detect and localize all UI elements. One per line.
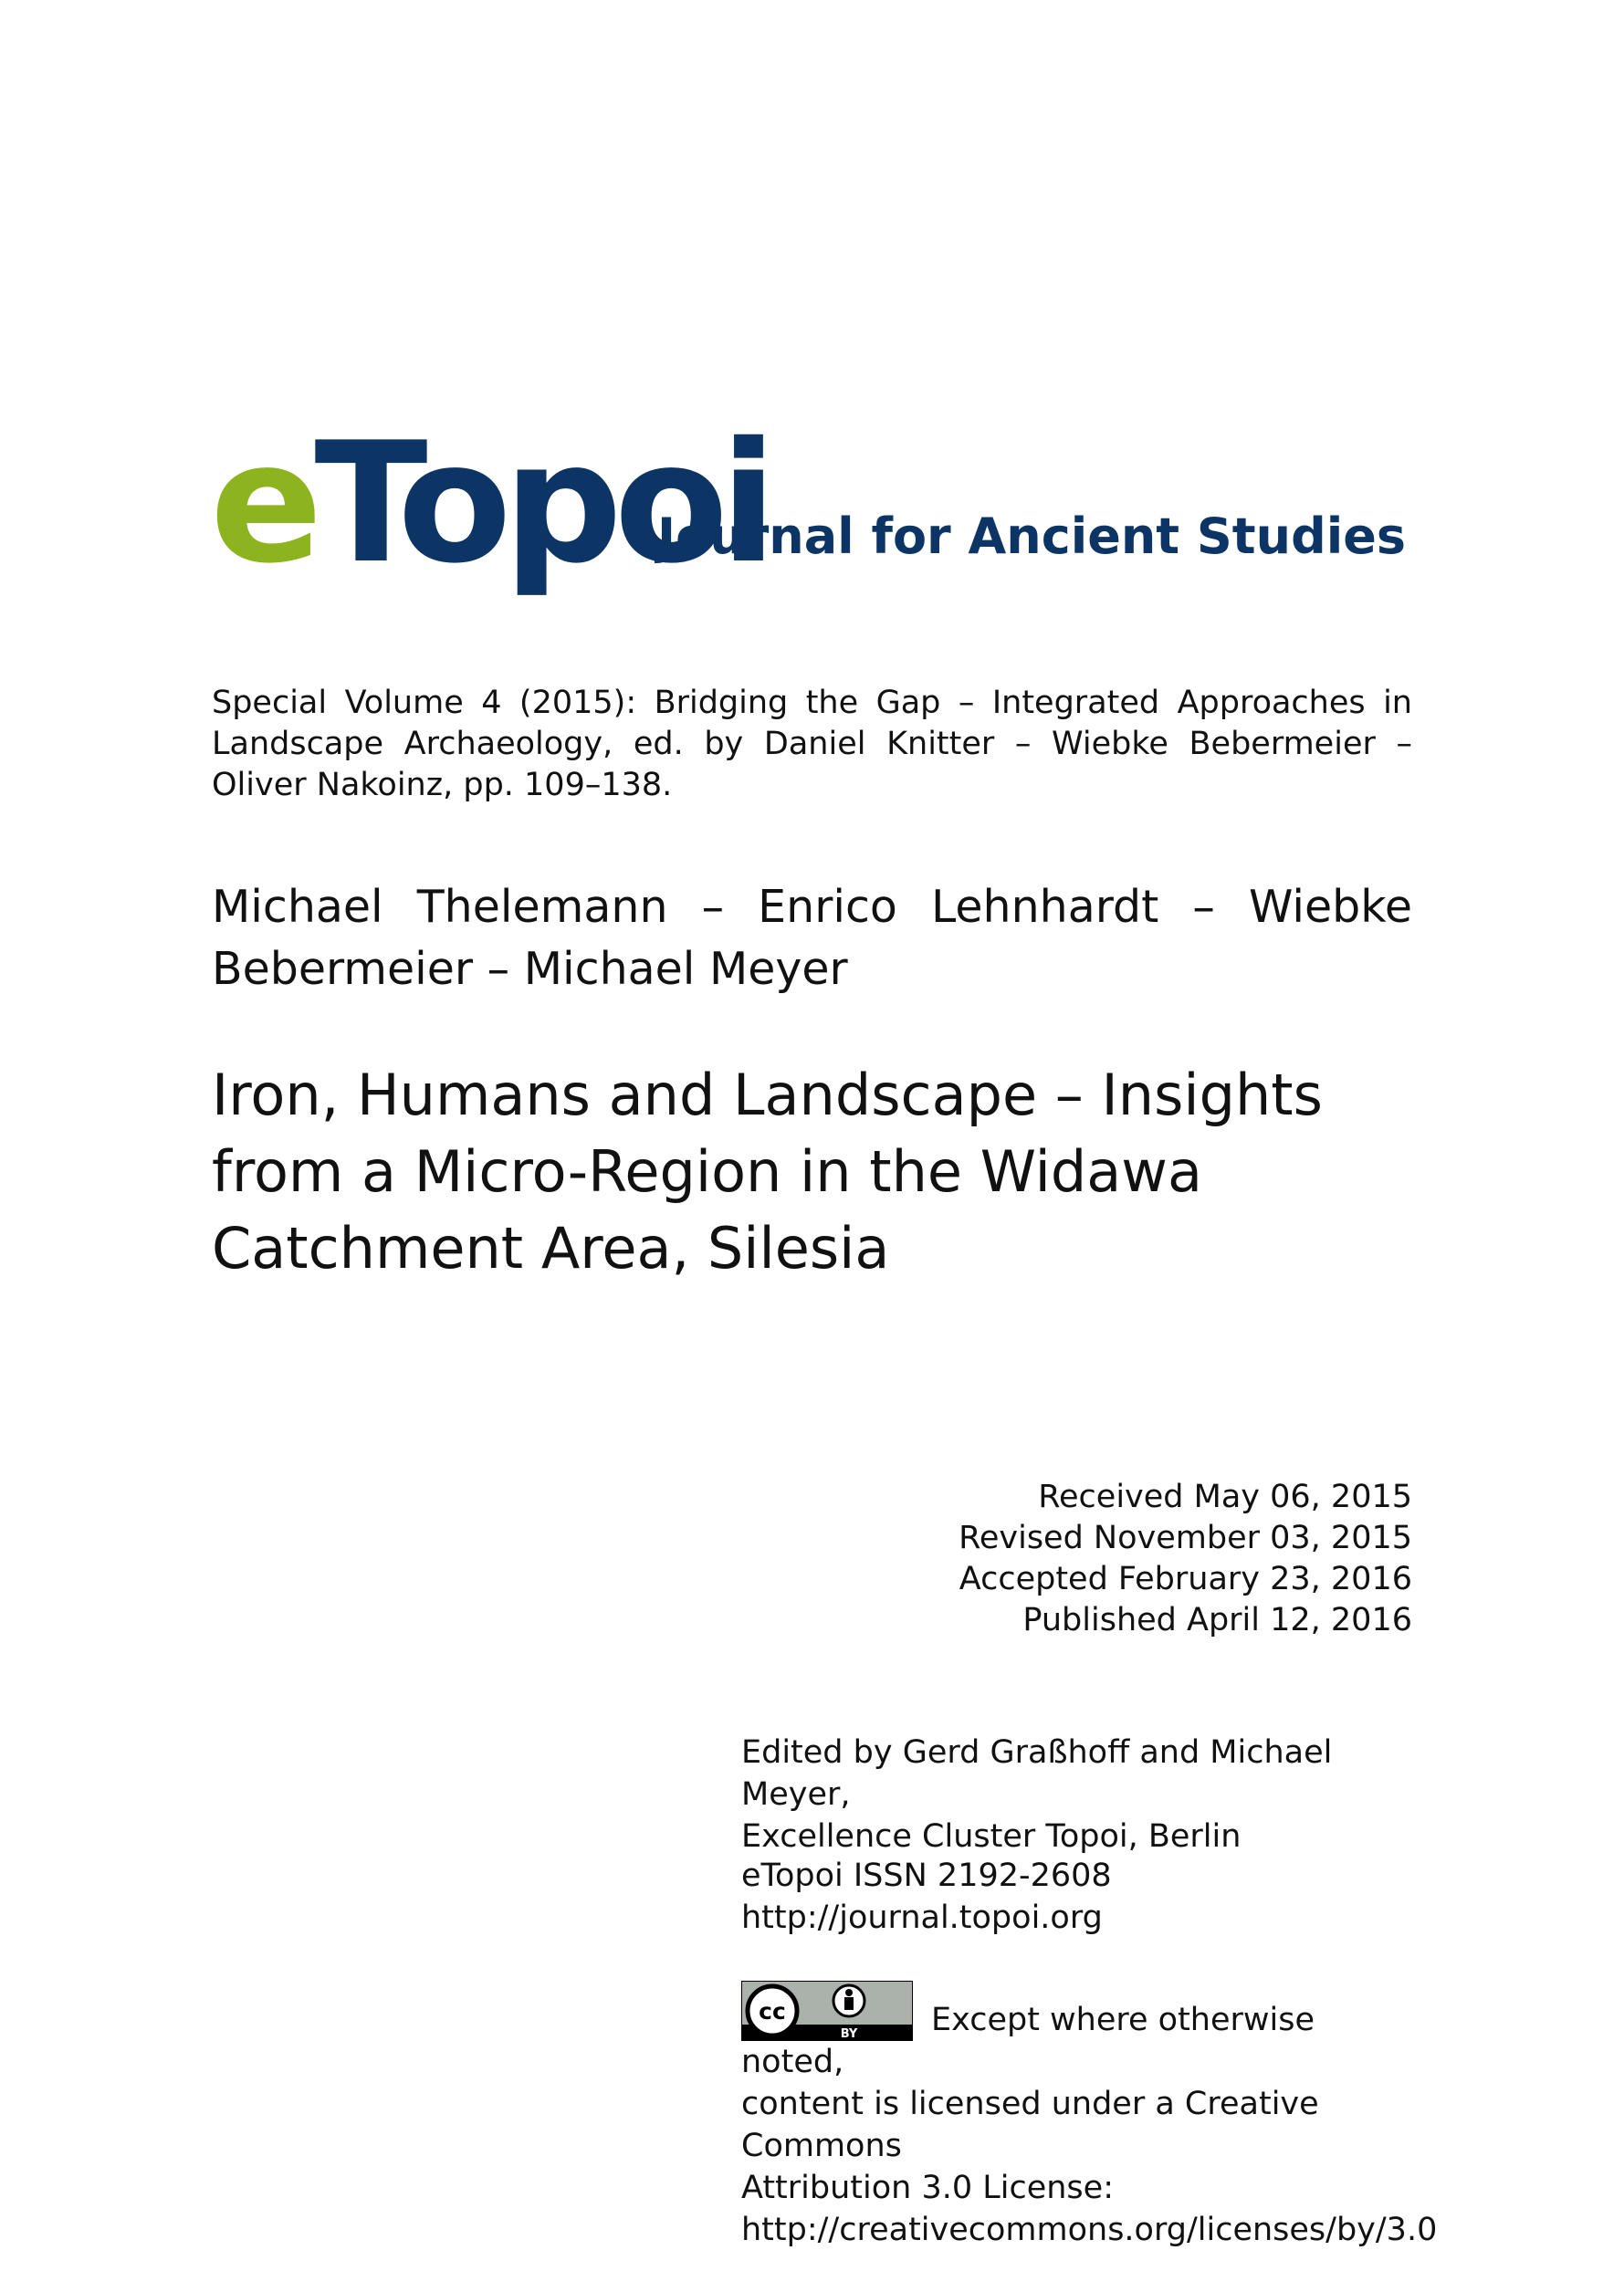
author-list: Michael Thelemann – Enrico Lehnhardt – Wiebke Bebermeier – Michael Meyer bbox=[212, 881, 1412, 995]
logo-topoi: Topoi bbox=[314, 406, 770, 600]
editors-line: Edited by Gerd Graßhoff and Michael Meyer, bbox=[741, 1734, 1333, 1813]
publication-dates bbox=[959, 1477, 1412, 1641]
issn-number: eTopoi ISSN 2192-2608 bbox=[741, 1858, 1112, 1894]
license-line-2: content is licensed under a Creative Commons bbox=[741, 2086, 1319, 2164]
journal-tagline: Journal for Ancient Studies bbox=[657, 508, 1406, 565]
license-url[interactable]: http://creativecommons.org/licenses/by/3.0 bbox=[741, 2212, 1438, 2248]
license-line-1: Except where otherwise noted, bbox=[741, 2002, 1315, 2080]
logo-e: e bbox=[210, 406, 315, 600]
editors-block bbox=[741, 1732, 1417, 1858]
cc-badge-text: cc bbox=[759, 1998, 786, 2025]
license-line-3: Attribution 3.0 License: bbox=[741, 2170, 1114, 2206]
journal-url[interactable]: http://journal.topoi.org bbox=[741, 1900, 1103, 1936]
by-badge-text: BY bbox=[840, 2027, 858, 2041]
received-date: Received May 06, 2015 bbox=[1038, 1479, 1412, 1515]
published-date: Published April 12, 2016 bbox=[1022, 1602, 1412, 1638]
revised-date: Revised November 03, 2015 bbox=[959, 1520, 1412, 1556]
article-title: Iron, Humans and Landscape – Insights from a Micro-Region in the Widawa Catchment Area, Silesia bbox=[212, 1062, 1323, 1282]
license-first-line bbox=[741, 1981, 1417, 2083]
issn-block bbox=[741, 1855, 1417, 1939]
accepted-date: Accepted February 23, 2016 bbox=[959, 1561, 1412, 1597]
cc-by-license-icon[interactable] bbox=[741, 1981, 913, 2041]
journal-header bbox=[210, 406, 1415, 621]
license-block bbox=[741, 1981, 1438, 2251]
editors-affiliation: Excellence Cluster Topoi, Berlin bbox=[741, 1818, 1242, 1855]
special-volume-citation: Special Volume 4 (2015): Bridging the Gap – Integrated Approaches in Landscape Archaeology, ed. by Daniel Knitter – Wiebke Bebermeier – Oliver Nakoinz, pp. 109–138. bbox=[212, 685, 1412, 803]
